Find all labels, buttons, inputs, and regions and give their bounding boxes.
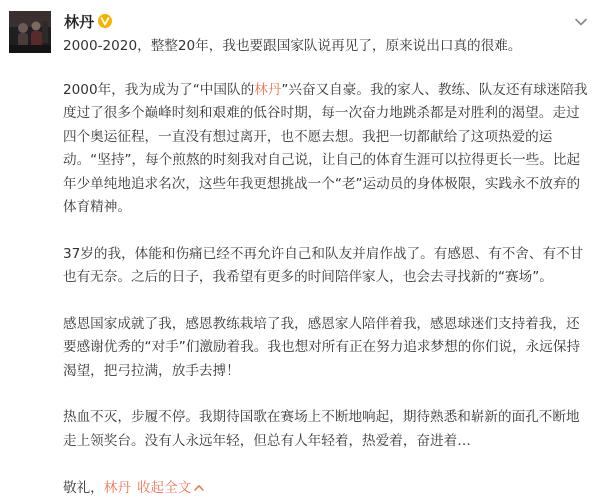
chevron-up-icon (194, 484, 204, 491)
mention-link[interactable]: 林丹 (254, 81, 282, 98)
user-avatar[interactable] (9, 11, 51, 53)
post-paragraph-3: 感恩国家成就了我，感恩教练栽培了我，感恩家人陪伴着我，感恩球迷们支持着我，还要感谢优秀的“对手”们激励着我。我也想对所有正在努力追求梦想的你们说，永远保持渴望，把弓拉满，放手去搏！ (63, 315, 581, 379)
post-paragraph-4: 热血不灭，步履不停。我期待国歌在赛场上不断地响起，期待熟悉和崭新的面孔不断地走上领奖台。没有人永远年轻，但总有人年轻着，热爱着，奋进着… (63, 409, 580, 449)
collapse-label: 收起全文 (136, 480, 192, 496)
signature-name-link[interactable]: 林丹 (103, 480, 131, 496)
signature-prefix: 敬礼， (63, 480, 104, 496)
post-header (64, 11, 112, 31)
more-options-button[interactable] (572, 13, 590, 31)
post-signature (63, 477, 591, 501)
verified-badge-icon (98, 14, 112, 28)
paragraph-1-text-start: 2000年，我为成为了“中国队的 (63, 81, 255, 98)
paragraph-1-text-end: ”兴奋又自豪。我的家人、教练、队友还有球迷陪我度过了很多个巅峰时刻和艰难的低谷时期，每一次奋力地跳杀都是对胜利的渴望。走过四个奥运征程，一直没有想过离开，也不愿去想。我把一切都献给了这项热爱的运动。“坚持”，每个煎熬的时刻我对自己说，让自己的体育生涯可以拉得更长一些。比起年少单纯地追求名次，这些年我更想挑战一个“老”运动员的身体极限，实践永不放弃的体育精神。 (63, 81, 588, 215)
username[interactable]: 林丹 (64, 12, 95, 31)
avatar-photo-icon (9, 11, 51, 53)
post-paragraph-2: 37岁的我，体能和伤痛已经不再允许自己和队友并肩作战了。有感恩、有不舍、有不甘也有无奈。之后的日子，我希望有更多的时间陪伴家人，也会去寻找新的“赛场”。 (63, 245, 584, 285)
collapse-full-text-button[interactable] (137, 480, 204, 496)
post-intro: 2000-2020，整整20年，我也要跟国家队说再见了，原来说出口真的很难。 (63, 38, 522, 54)
chevron-down-icon (574, 17, 588, 27)
post-paragraph-1 (63, 79, 591, 220)
post-body (63, 35, 591, 501)
